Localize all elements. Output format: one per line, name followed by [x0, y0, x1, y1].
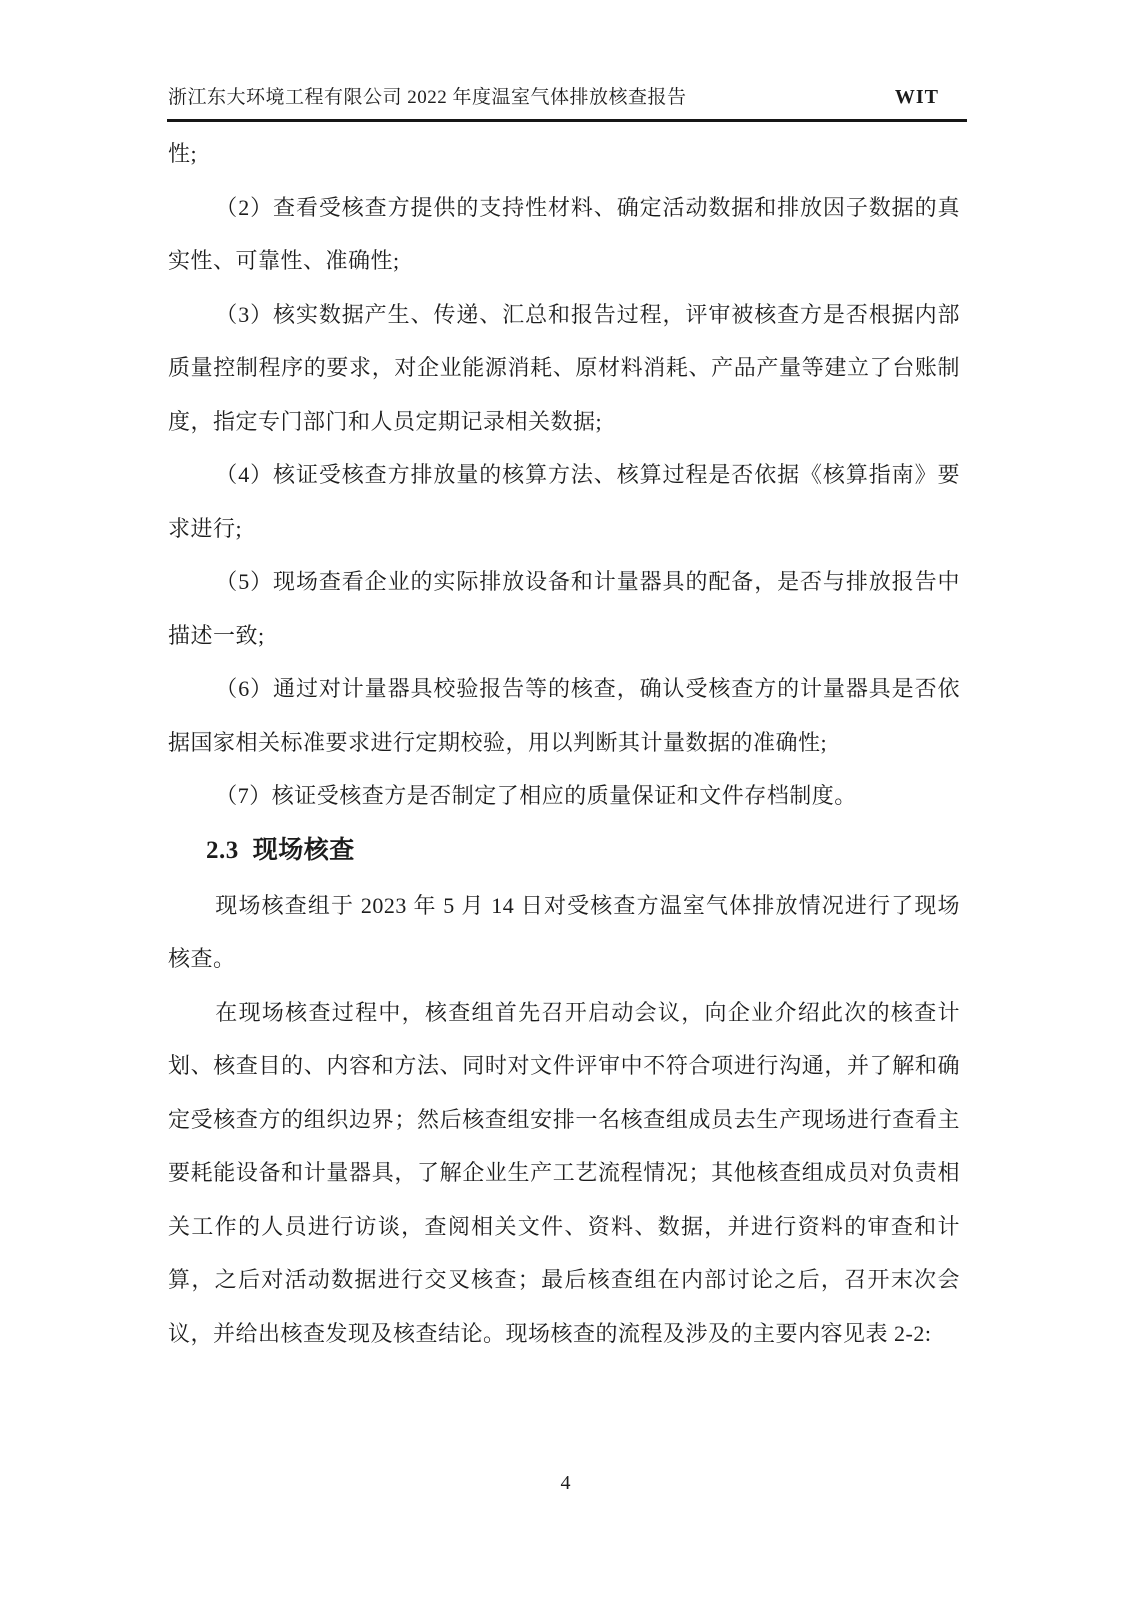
body-paragraph-onsite-process: 在现场核查过程中，核查组首先召开启动会议，向企业介绍此次的核查计划、核查目的、内容和方法、同时对文件评审中不符合项进行沟通，并了解和确定受核查方的组织边界；然后核查组安排一名核查组成员去生产现场进行查看主要耗能设备和计量器具，了解企业生产工艺流程情况；其他核查组成员对负责相关工作的人员进行访谈，查阅相关文件、资料、数据，并进行资料的审查和计算，之后对活动数据进行交叉核查；最后核查组在内部讨论之后，召开末次会议，并给出核查发现及核查结论。现场核查的流程及涉及的主要内容见表 2-2: [168, 999, 960, 1346]
list-item-paragraph-7: （7）核证受核查方是否制定了相应的质量保证和文件存档制度。 [215, 783, 857, 808]
body-paragraph-onsite-date: 现场核查组于 2023 年 5 月 14 日对受核查方温室气体排放情况进行了现场核查。 [168, 892, 960, 971]
section-title: 现场核查 [252, 836, 355, 864]
list-item-paragraph-6: （6）通过对计量器具校验报告等的核查，确认受核查方的计量器具是否依据国家相关标准要求进行定期校验，用以判断其计量数据的准确性; [168, 676, 960, 755]
list-item-paragraph-5: （5）现场查看企业的实际排放设备和计量器具的配备，是否与排放报告中描述一致; [168, 569, 960, 648]
carryover-paragraph: 性; [168, 141, 198, 166]
page-header [168, 82, 965, 109]
list-item-paragraph-2: （2）查看受核查方提供的支持性材料、确定活动数据和排放因子数据的真实性、可靠性、准确性; [168, 194, 960, 273]
list-item-paragraph-4: （4）核证受核查方排放量的核算方法、核算过程是否依据《核算指南》要求进行; [168, 462, 960, 541]
page-footer [0, 1472, 1131, 1495]
section-number: 2.3 [206, 836, 239, 864]
section-heading [168, 823, 960, 879]
header-rule [167, 119, 967, 122]
list-item-paragraph-3: （3）核实数据产生、传递、汇总和报告过程，评审被核查方是否根据内部质量控制程序的要求，对企业能源消耗、原材料消耗、产品产量等建立了台账制度，指定专门部门和人员定期记录相关数据; [168, 301, 960, 434]
header-title: 浙江东大环境工程有限公司 2022 年度温室气体排放核查报告 [168, 87, 687, 108]
header-logo-wit: WIT [894, 86, 939, 108]
document-body [168, 127, 960, 1360]
page-number: 4 [560, 1472, 571, 1494]
